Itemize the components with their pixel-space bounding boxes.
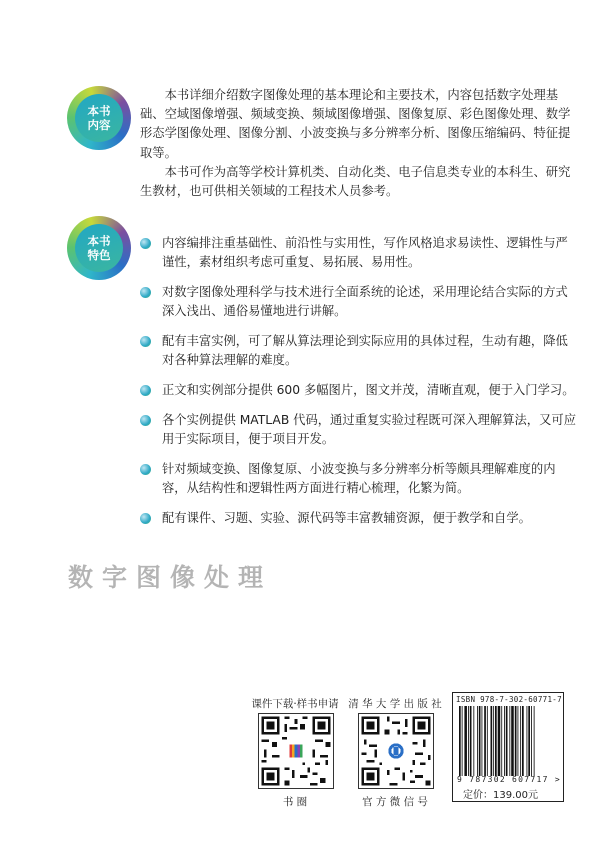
qr-code-left[interactable]: [258, 713, 334, 789]
isbn-text: ISBN 978-7-302-60771-7: [456, 695, 562, 704]
feature-text: 针对频域变换、图像复原、小波变换与多分辨率分析等颇具理解难度的内容，从结构性和逻辑性两方面进行精心梳理，化繁为简。: [162, 461, 556, 495]
book-features-badge: [67, 216, 131, 280]
book-content-badge-line1: 本书: [87, 104, 111, 118]
book-intro: [140, 86, 578, 201]
qr-code-right-icon: [359, 714, 433, 788]
feature-item: [140, 411, 578, 449]
feature-text: 配有课件、习题、实验、源代码等丰富教辅资源，便于教学和自学。: [162, 510, 531, 525]
intro-paragraph-2: 本书可作为高等学校计算机类、自动化类、电子信息类专业的本科生、研究生教材，也可供相关领域的工程技术人员参考。: [140, 164, 571, 199]
barcode-panel: [452, 692, 564, 802]
qr-right-bottom-label: 官 方 微 信 号: [362, 796, 428, 808]
bullet-icon: [140, 464, 151, 475]
book-content-badge-inner: [75, 94, 123, 142]
feature-item: [140, 460, 578, 498]
book-features-badge-line2: 特色: [87, 248, 111, 262]
feature-text: 对数字图像处理科学与技术进行全面系统的论述，采用理论结合实际的方式深入浅出、通俗易懂地进行讲解。: [162, 285, 568, 319]
barcode-digits: 9 787302 607717 >: [457, 775, 561, 784]
feature-item: [140, 509, 578, 528]
feature-item: [140, 381, 578, 400]
bullet-icon: [140, 513, 151, 524]
feature-list: [140, 234, 578, 539]
bullet-icon: [140, 415, 151, 426]
book-features-badge-line1: 本书: [87, 234, 111, 248]
qr-left-bottom-label: 书 圈: [282, 796, 308, 808]
feature-item: [140, 332, 578, 370]
intro-paragraph-1: 本书详细介绍数字图像处理的基本理论和主要技术，内容包括数字处理基础、空域图像增强、频域变换、频域图像增强、图像复原、彩色图像处理、数学形态学图像处理、图像分割、小波变换与多分辨率分析、图像压缩编码、特征提取等。: [140, 88, 571, 160]
qr-left-top-label: 课件下载·样书申请: [251, 698, 339, 710]
qr-right-top-label: 清 华 大 学 出 版 社: [348, 698, 442, 710]
book-content-badge: [67, 86, 131, 150]
qr-code-left-icon: [259, 714, 333, 788]
book-title: 数字图像处理: [68, 563, 273, 592]
feature-text: 内容编排注重基础性、前沿性与实用性，写作风格追求易读性、逻辑性与严谨性，素材组织考虑可重复、易拓展、易用性。: [162, 236, 568, 270]
feature-text: 各个实例提供 MATLAB 代码，通过重复实验过程既可深入理解算法，又可应用于实际项目，便于项目开发。: [162, 412, 576, 446]
price-label: 定价：139.00元: [463, 790, 538, 801]
feature-text: 配有丰富实例，可了解从算法理论到实际应用的具体过程，生动有趣，降低对各种算法理解的难度。: [162, 334, 568, 368]
bullet-icon: [140, 385, 151, 396]
feature-item: [140, 234, 578, 272]
feature-text: 正文和实例部分提供 600 多幅图片，图文并茂，清晰直观，便于入门学习。: [162, 383, 575, 397]
barcode-icon: [459, 706, 557, 776]
book-features-badge-inner: [75, 224, 123, 272]
bullet-icon: [140, 336, 151, 347]
book-content-badge-line2: 内容: [87, 118, 111, 132]
bullet-icon: [140, 287, 151, 298]
feature-item: [140, 283, 578, 321]
bullet-icon: [140, 238, 151, 249]
qr-code-right[interactable]: [358, 713, 434, 789]
